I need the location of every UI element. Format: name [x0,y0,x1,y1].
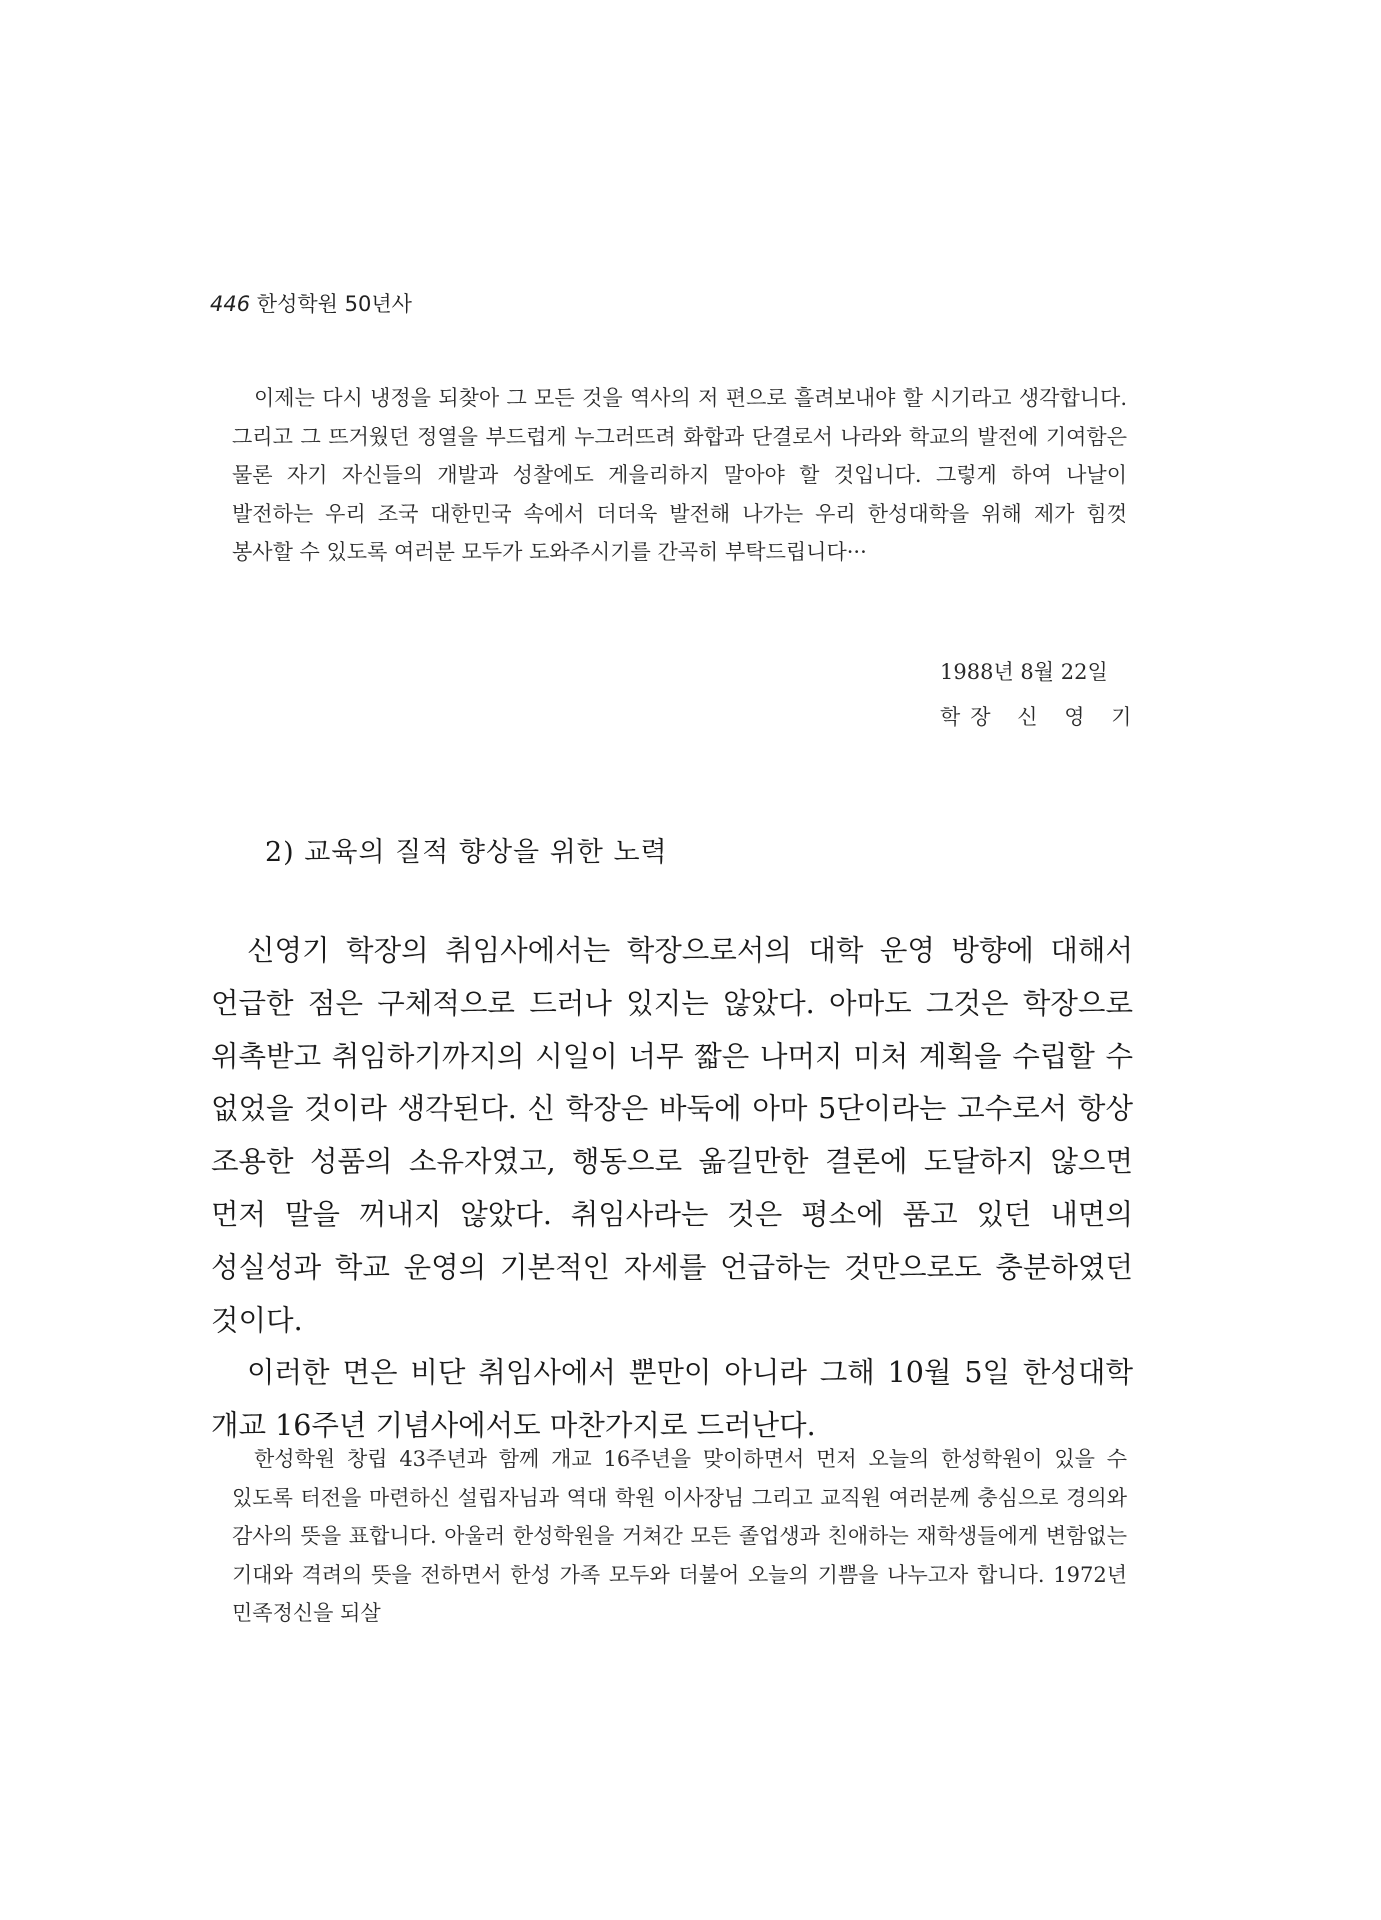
body-text [211,925,1133,1453]
signature-date: 1988년 8월 22일 [940,660,1108,684]
quoted-speech-excerpt [232,379,1127,572]
quote-paragraph: 이제는 다시 냉정을 되찾아 그 모든 것을 역사의 저 편으로 흘려보내야 할 시기라고 생각합니다. 그리고 그 뜨거웠던 정열을 부드럽게 누그러뜨려 화합과 단결로서 나라와 학교의 발전에 기여함은 물론 자기 자신들의 개발과 성찰에도 게을리하지 말아야 할 것입니다. 그렇게 하여 나날이 발전하는 우리 조국 대한민국 속에서 더더욱 발전해 나가는 우리 한성대학을 위해 제가 힘껏 봉사할 수 있도록 여러분 모두가 도와주시기를 간곡히 부탁드립니다··· [232,386,1127,565]
quote-paragraph: 한성학원 창립 43주년과 함께 개교 16주년을 맞이하면서 먼저 오늘의 한성학원이 있을 수 있도록 터전을 마련하신 설립자님과 역대 학원 이사장님 그리고 교직원 여러분께 충심으로 경의와 감사의 뜻을 표합니다. 아울러 한성학원을 거쳐간 모든 졸업생과 친애하는 재학생들에게 변함없는 기대와 격려의 뜻을 전하면서 한성 가족 모두와 더불어 오늘의 기쁨을 나누고자 합니다. 1972년 민족정신을 되살 [232,1447,1127,1626]
quoted-speech-excerpt-2 [232,1440,1127,1633]
section-heading: 2) 교육의 질적 향상을 위한 노력 [265,837,668,868]
body-paragraph: 신영기 학장의 취임사에서는 학장으로서의 대학 운영 방향에 대해서 언급한 점은 구체적으로 드러나 있지는 않았다. 아마도 그것은 학장으로 위촉받고 취임하기까지의 시일이 너무 짧은 나머지 미처 계획을 수립할 수 없었을 것이라 생각된다. 신 학장은 바둑에 아마 5단이라는 고수로서 항상 조용한 성품의 소유자였고, 행동으로 옮길만한 결론에 도달하지 않으면 먼저 말을 꺼내지 않았다. 취임사라는 것은 평소에 품고 있던 내면의 성실성과 학교 운영의 기본적인 자세를 언급하는 것만으로도 충분하였던 것이다. [211,934,1133,1337]
body-paragraph: 이러한 면은 비단 취임사에서 뿐만이 아니라 그해 10월 5일 한성대학 개교 16주년 기념사에서도 마찬가지로 드러난다. [211,1356,1133,1443]
signature-block [940,650,1141,740]
signature-name: 학장 신 영 기 [940,705,1142,729]
book-title: 한성학원 50년사 [256,292,412,316]
page-number: 446 [210,292,251,316]
running-header [210,288,412,318]
